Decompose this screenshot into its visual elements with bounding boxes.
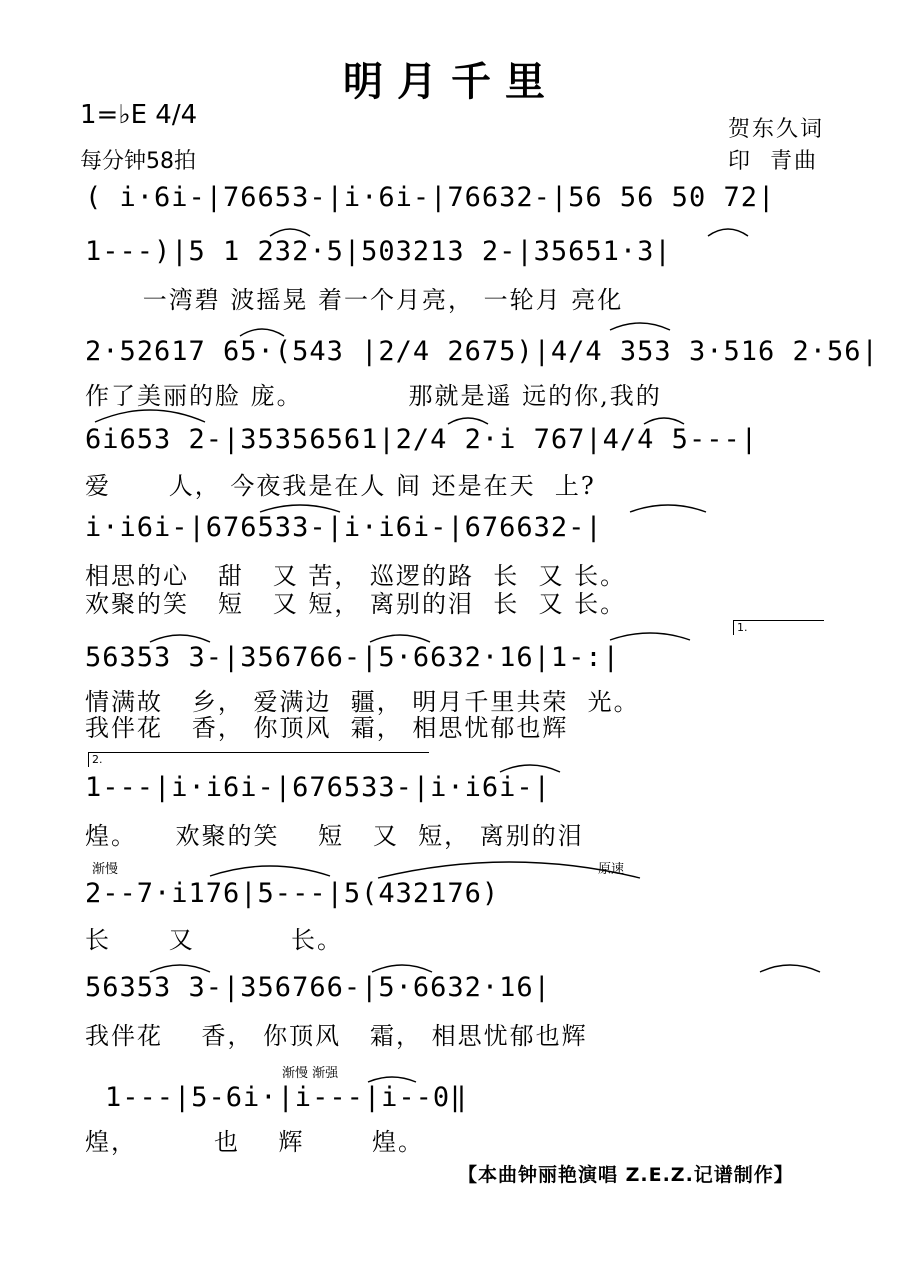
composer-credit: 印 青曲 xyxy=(728,149,818,174)
lyric-line: 相思的心 甜 又 苦， 巡逻的路 长 又 长。 xyxy=(85,562,627,590)
slur-mark xyxy=(95,410,205,422)
slur-mark xyxy=(240,329,284,336)
score-line xyxy=(85,772,825,822)
lyric-line: 煌， 也 辉 煌。 xyxy=(85,1128,424,1156)
slur-mark xyxy=(500,765,560,772)
notes-line: 56353 3-|356766-|5·6632·16| xyxy=(85,972,551,1003)
slur-mark xyxy=(760,965,820,972)
ritardando-mark: 渐慢 xyxy=(92,862,119,877)
slur-mark xyxy=(370,635,430,642)
notes-line: 2--7·i176|5---|5(432176) xyxy=(85,878,500,909)
lyric-line: 我伴花 香， 你顶风 霜， 相思忧郁也辉 xyxy=(85,714,569,742)
first-ending-bracket xyxy=(733,620,824,635)
a-tempo-mark: 原速 xyxy=(598,862,625,877)
slur-mark xyxy=(260,505,340,512)
slur-mark xyxy=(610,323,670,330)
notes-line: 2·52617 65·(543 |2/4 2675)|4/4 353 3·516 2·56| xyxy=(85,336,879,367)
notes-line: i·i6i-|676533-|i·i6i-|676632-| xyxy=(85,512,603,543)
notes-line: 6i653 2-|35356561|2/4 2·i 767|4/4 5---| xyxy=(85,424,758,455)
notes-line: 1---|i·i6i-|676533-|i·i6i-| xyxy=(85,772,551,803)
lyric-line: 煌。 欢聚的笑 短 又 短， 离别的泪 xyxy=(85,822,584,850)
score-line xyxy=(85,512,825,562)
lyric-line: 欢聚的笑 短 又 短， 离别的泪 长 又 长。 xyxy=(85,590,627,618)
footer-credit: 【本曲钟丽艳演唱 Z.E.Z.记谱制作】 xyxy=(458,1164,794,1186)
slur-mark xyxy=(372,965,432,972)
notes-line: 1---|5-6i·|i---|i--0‖ xyxy=(105,1082,468,1113)
song-title: 明月千里 xyxy=(343,58,559,105)
score-line xyxy=(85,972,825,1022)
slur-mark xyxy=(630,505,706,512)
first-ending-label: 1. xyxy=(737,621,748,634)
lyric-line: 我伴花 香， 你顶风 霜， 相思忧郁也辉 xyxy=(85,1022,588,1050)
second-ending-bracket xyxy=(88,752,429,767)
dynamics-mark: 渐慢 渐强 xyxy=(282,1066,339,1081)
second-ending-label: 2. xyxy=(92,753,103,766)
lyric-line: 爱 人， 今夜我是在人 间 还是在天 上? xyxy=(85,472,596,500)
lyric-line: 情满故 乡， 爱满边 疆， 明月千里共荣 光。 xyxy=(85,688,640,716)
score-line xyxy=(85,236,825,286)
tempo-marking: 每分钟58拍 xyxy=(80,149,196,174)
lyric-line: 长 又 长。 xyxy=(85,926,344,954)
notes-line: 1---)|5 1 232·5|503213 2-|35651·3| xyxy=(85,236,672,267)
slur-mark xyxy=(210,866,330,876)
slur-mark xyxy=(150,635,210,642)
notes-line: 56353 3-|356766-|5·6632·16|1-:| xyxy=(85,642,620,673)
lyricist-credit: 贺东久词 xyxy=(728,117,825,142)
lyric-line: 作了美丽的脸 庞。 那就是遥 远的你,我的 xyxy=(85,382,662,410)
slur-mark xyxy=(610,633,690,640)
notes-line: ( i·6i-|76653-|i·6i-|76632-|56 56 50 72| xyxy=(85,182,776,213)
slur-mark xyxy=(150,965,210,972)
score-line xyxy=(85,182,825,232)
lyric-line: 一湾碧 波摇晃 着一个月亮， 一轮月 亮化 xyxy=(85,286,624,314)
key-signature: 1=♭E 4/4 xyxy=(80,100,198,130)
